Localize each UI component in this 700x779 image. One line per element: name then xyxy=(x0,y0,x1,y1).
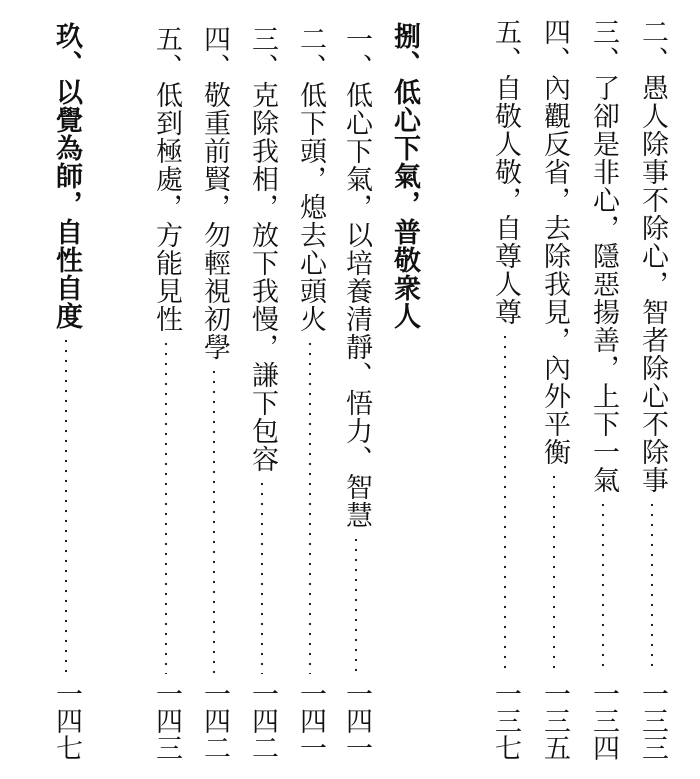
toc-page-number: 一三七 xyxy=(490,680,521,761)
toc-entry-text: 一、低心下氣，以培養清靜、悟力、智慧 xyxy=(341,25,372,529)
toc-page-number: 一四二 xyxy=(199,680,230,761)
dot-leader xyxy=(309,339,311,674)
toc-entry-text: 二、低下頭，熄去心頭火 xyxy=(295,25,326,333)
toc-page-number: 一四一 xyxy=(341,680,372,761)
toc-chapter-heading-jiu xyxy=(48,22,84,761)
dot-leader xyxy=(602,500,604,674)
toc-chapter-heading-ba xyxy=(386,22,422,761)
toc-page-number: 一三三 xyxy=(637,680,668,761)
toc-page-number: 一三五 xyxy=(539,680,570,761)
toc-entry-zijing xyxy=(487,18,523,761)
dot-leader xyxy=(355,535,357,674)
toc-entry-neiguan xyxy=(536,18,572,761)
toc-entry-yuren xyxy=(634,18,670,761)
toc-entry-jingzhong xyxy=(196,25,232,761)
dot-leader xyxy=(165,339,167,674)
toc-entry-didao xyxy=(148,25,184,761)
toc-entry-text: 五、自敬人敬，自尊人尊 xyxy=(490,18,521,326)
toc-page-number: 一四二 xyxy=(247,680,278,761)
toc-entry-dixin xyxy=(338,25,374,761)
toc-entry-shifei xyxy=(585,18,621,761)
chapter-title: 捌、低心下氣，普敬衆人 xyxy=(389,22,420,330)
toc-entry-text: 二、愚人除事不除心，智者除心不除事 xyxy=(637,18,668,494)
toc-entry-text: 四、敬重前賢，勿輕視初學 xyxy=(199,25,230,361)
toc-page-number: 一四一 xyxy=(295,680,326,761)
dot-leader xyxy=(261,479,263,674)
chapter-title: 玖、以覺為師，自性自度 xyxy=(51,22,82,330)
toc-page-number: 一三四 xyxy=(588,680,619,761)
toc-page-number: 一四七 xyxy=(51,680,82,761)
dot-leader xyxy=(553,472,555,674)
toc-entry-text: 三、克除我相，放下我慢，謙下包容 xyxy=(247,25,278,473)
dot-leader xyxy=(651,500,653,674)
toc-entry-text: 三、了卻是非心，隱惡揚善，上下一氣 xyxy=(588,18,619,494)
toc-entry-kechu xyxy=(244,25,280,761)
dot-leader xyxy=(213,367,215,674)
toc-entry-text: 四、內觀反省，去除我見，內外平衡 xyxy=(539,18,570,466)
dot-leader xyxy=(65,336,67,674)
dot-leader xyxy=(504,332,506,674)
toc-entry-ditou xyxy=(292,25,328,761)
toc-entry-text: 五、低到極處，方能見性 xyxy=(151,25,182,333)
toc-page-number: 一四三 xyxy=(151,680,182,761)
